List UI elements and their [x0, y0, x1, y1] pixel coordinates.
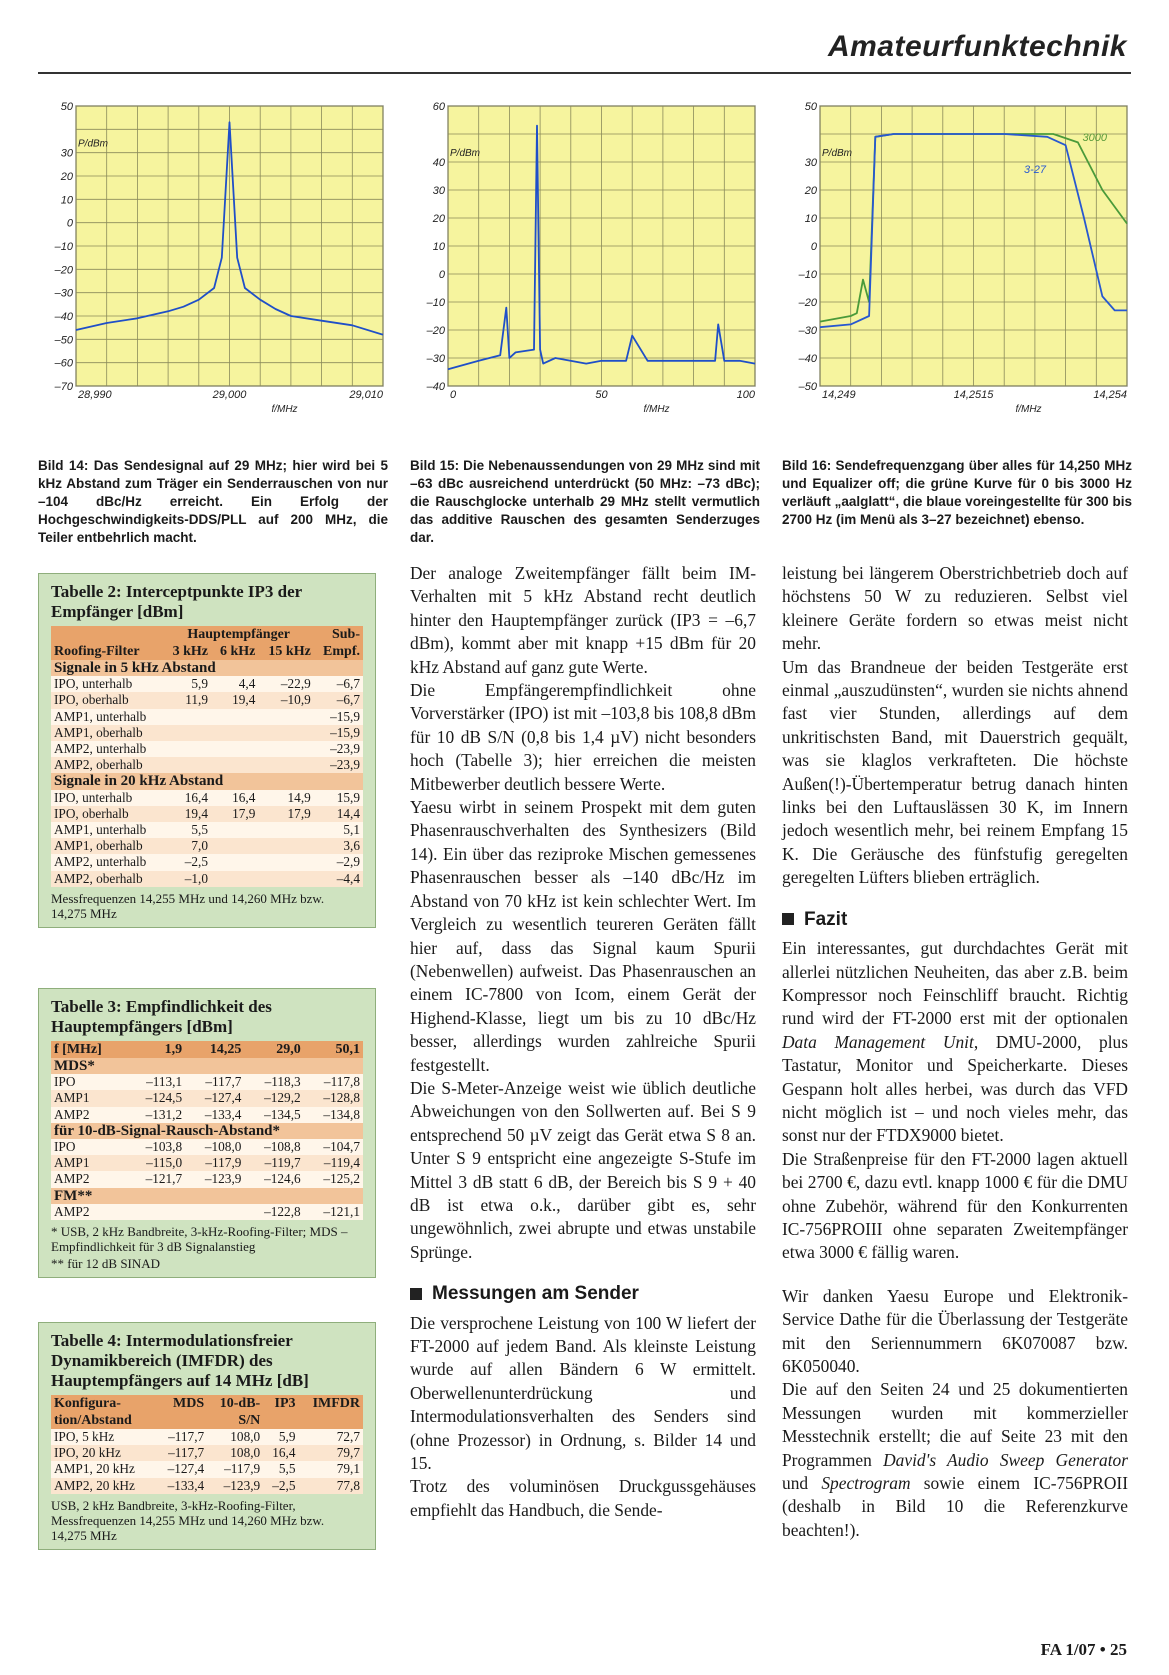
x-tick-label: 14,254 — [1093, 389, 1127, 401]
table-cell: 77,8 — [299, 1478, 363, 1494]
x-tick-label: 29,010 — [349, 389, 383, 401]
table-cell: –121,7 — [126, 1171, 185, 1187]
table-row — [51, 854, 363, 870]
table-row — [51, 1395, 363, 1412]
table-cell: –4,4 — [314, 871, 363, 887]
table-cell: –15,9 — [314, 725, 363, 741]
table-row — [51, 1090, 363, 1106]
table-row — [51, 660, 363, 676]
table-4 — [38, 1322, 376, 1550]
chart-bild-15-svg — [410, 100, 760, 430]
table-row — [51, 757, 363, 773]
chart-bild-16-svg — [782, 100, 1132, 430]
table-row — [51, 709, 363, 725]
y-tick-label: –70 — [54, 381, 73, 393]
table-cell: Signale in 5 kHz Abstand — [51, 660, 363, 676]
table-cell — [299, 1412, 363, 1429]
table-cell — [258, 871, 313, 887]
table-cell: Empf. — [314, 643, 363, 660]
table-cell: 5,9 — [164, 676, 211, 692]
table-cell: AMP1 — [51, 1155, 126, 1171]
table-cell: IP3 — [263, 1395, 298, 1412]
table-cell: –23,9 — [314, 757, 363, 773]
paragraph: Die S-Meter-Anzeige weist wie üblich deutliche Abweichungen von den Sollwerten auf. Bei S 9 entsprechend 50 µV zeigt das Gerät etwa S 8 an. Unter S 9 entspricht eine angezeigte S-Stufe im Mittel 3 dB statt 6 dB, der Bereich bis S 9 + 40 dB ist etwa o.k., darüber gibt es, sehr ungewöhnlich, zwei abrupte und etwas unstabile Sprünge. — [410, 1077, 756, 1262]
table-cell: 6 kHz — [211, 643, 258, 660]
caption-bild-15: Bild 15: Die Nebenaussendungen von 29 MHz sind mit –63 dBc ausreichend unterdrückt (50 MHz: –73 dBc); die Rauschglocke unterhalb 29 MHz stellt vermutlich das additive Rauschen des gesamten Senderzuges dar. — [410, 458, 760, 545]
table-cell: IPO, oberhalb — [51, 692, 164, 708]
paragraph: Um das Brandneue der beiden Testgeräte erst einmal „auszudünsten“, wurden sie nichts ahnend fast vier Stunden, allerdings auf dem unkritischsten Band, mit Dauerstrich gequält, was sie klaglos verkrafteten. Die höchste Außen(!)-Übertemperatur betrug danach hinten links bei den Luftauslässen 30 K, im Innern jedoch wesentlich mehr, bei reinem Empfang 15 K. Die Geräusche des fünfstufig geregelten geregelten Lüfters blieben erträglich. — [782, 656, 1128, 888]
table-cell: –133,4 — [156, 1478, 207, 1494]
table-cell: –128,8 — [304, 1090, 363, 1106]
y-tick-label: –20 — [54, 264, 73, 277]
table-cell: Signale in 20 kHz Abstand — [51, 773, 363, 789]
table-cell: 14,9 — [258, 790, 313, 806]
y-tick-label: –20 — [798, 297, 817, 309]
table-cell: –117,9 — [207, 1461, 263, 1477]
table-row — [51, 676, 363, 692]
table-cell: 5,1 — [314, 822, 363, 838]
x-tick-label: 29,000 — [212, 389, 247, 401]
x-axis-label: f/MHz — [1015, 404, 1042, 415]
table-cell: –108,8 — [244, 1139, 303, 1155]
y-tick-label: –60 — [54, 357, 73, 370]
paragraph: Der analoge Zweitempfänger fällt beim IM-Verhalten mit 5 kHz Abstand recht deutlich hinter den Hauptempfänger zurück (IP3 = –6,7 dBm), kommt aber mit knapp +15 dBm für 20 kHz Abstand auf ganz gute Werte. — [410, 563, 756, 677]
table-cell: 79,7 — [299, 1445, 363, 1461]
table-cell: 14,4 — [314, 806, 363, 822]
table-2-note: Messfrequenzen 14,255 MHz und 14,260 MHz bzw. 14,275 MHz — [51, 890, 325, 921]
table-row — [51, 822, 363, 838]
table-cell: 108,0 — [207, 1445, 263, 1461]
table-cell: f [MHz] — [51, 1041, 126, 1058]
table-cell — [185, 1204, 244, 1220]
y-tick-label: 30 — [432, 185, 445, 197]
table-row — [51, 1041, 363, 1058]
table-cell: AMP2, oberhalb — [51, 757, 164, 773]
table-cell — [258, 822, 313, 838]
table-row — [51, 626, 363, 643]
table-row — [51, 1412, 363, 1429]
table-3-note-1: * USB, 2 kHz Bandbreite, 3-kHz-Roofing-Filter; MDS – Empfindlichkeit für 3 dB Signalanstieg — [51, 1224, 348, 1255]
table-cell: –117,8 — [304, 1074, 363, 1090]
table-cell: AMP1, oberhalb — [51, 838, 164, 854]
table-cell: –121,1 — [304, 1204, 363, 1220]
y-tick-label: –40 — [798, 353, 817, 365]
table-cell: 19,4 — [164, 806, 211, 822]
table-cell: IPO — [51, 1139, 126, 1155]
table-cell: –122,8 — [244, 1204, 303, 1220]
y-tick-label: 40 — [432, 157, 445, 169]
table-row — [51, 1204, 363, 1220]
table-row — [51, 871, 363, 887]
table-cell: AMP2, unterhalb — [51, 741, 164, 757]
table-cell — [211, 709, 258, 725]
paragraph: Ein interessantes, gut durchdachtes Gerät mit allerlei nützlichen Neuheiten, das aber z.B. beim Kompressor noch Feinschliff braucht. Richtig rund wird der FT-2000 erst mit der optionalen Data Management Unit, DMU-2000, plus Tastatur, Monitor und Speicherkarte. Dieses Gespann holt alles herbei, was durch das VFD nicht möglich ist – und noch vieles mehr, das sonst nur der FTDX9000 bietet. — [782, 938, 1128, 1146]
table-cell: –103,8 — [126, 1139, 185, 1155]
table-cell: IMFDR — [299, 1395, 363, 1412]
body-column-3 — [782, 562, 1128, 1542]
table-cell: –127,4 — [185, 1090, 244, 1106]
table-2-title: Tabelle 2: Interceptpunkte IP3 der Empfänger [dBm] — [51, 582, 302, 621]
paragraph: Trotz des voluminösen Druckgussgehäuses empfiehlt das Handbuch, die Sende- — [410, 1476, 756, 1520]
table-cell: –124,5 — [126, 1090, 185, 1106]
table-cell — [258, 757, 313, 773]
table-cell: –134,8 — [304, 1107, 363, 1123]
table-cell: IPO, unterhalb — [51, 790, 164, 806]
table-row — [51, 1139, 363, 1155]
annotation-3-27: 3-27 — [1023, 164, 1047, 177]
table-cell: 3 kHz — [164, 643, 211, 660]
body-column-2 — [410, 562, 756, 1522]
table-cell: MDS* — [51, 1058, 363, 1074]
table-cell — [156, 1412, 207, 1429]
section-heading-messungen: Messungen am Sender — [410, 1282, 756, 1305]
x-tick-label: 14,2515 — [953, 389, 994, 401]
page-header-title: Amateurfunktechnik — [827, 30, 1127, 63]
table-cell: –118,3 — [244, 1074, 303, 1090]
table-row — [51, 1074, 363, 1090]
table-cell: –15,9 — [314, 709, 363, 725]
y-tick-label: –20 — [426, 325, 445, 337]
table-row — [51, 1155, 363, 1171]
table-cell: –117,7 — [185, 1074, 244, 1090]
table-cell: 108,0 — [207, 1429, 263, 1445]
table-cell: AMP1, oberhalb — [51, 725, 164, 741]
x-axis-label: f/MHz — [271, 404, 298, 415]
table-cell: 11,9 — [164, 692, 211, 708]
table-cell: 15,9 — [314, 790, 363, 806]
table-row — [51, 1461, 363, 1477]
paragraph: Die Straßenpreise für den FT-2000 lagen aktuell bei 2700 €, dazu evtl. knapp 1000 € für die DMU ohne Zubehör, während für den Konkurrenten IC-756PROIII ohne separaten Zweitempfänger etwa 3000 € fällig waren. — [782, 1148, 1128, 1263]
table-row — [51, 773, 363, 789]
table-cell: –119,7 — [244, 1155, 303, 1171]
x-tick-label: 50 — [595, 389, 608, 401]
table-cell: –125,2 — [304, 1171, 363, 1187]
y-tick-label: 10 — [432, 241, 445, 253]
table-cell: 29,0 — [244, 1041, 303, 1058]
y-tick-label: 0 — [810, 241, 817, 253]
table-cell: –123,9 — [185, 1171, 244, 1187]
paragraph: Yaesu wirbt in seinem Prospekt mit dem guten Phasenrauschverhalten des Synthesizers (Bild 14). Ein über das reziproke Mischen gemessenes Phasenrauschen besser als –140 dBc/Hz im Abstand von 70 kHz ist kein schlechter Wert. Im Vergleich zu wesentlich teureren Geräten fällt hier auf, dass das Signal kaum Spurii (Nebenwellen) aufweist. Das Phasenrauschen an einem IC-7800 von Icom, einem Gerät der Highend-Klasse, liegt um bis zu 10 dBc/Hz besser, allerdings wurden zahlreiche Spurii festgestellt. — [410, 797, 756, 1075]
table-cell: FM** — [51, 1188, 363, 1204]
table-row — [51, 692, 363, 708]
table-row — [51, 1107, 363, 1123]
chart-bild-15 — [410, 100, 760, 430]
x-tick-label: 28,990 — [78, 389, 112, 401]
table-cell: IPO, 20 kHz — [51, 1445, 156, 1461]
table-cell: –133,4 — [185, 1107, 244, 1123]
table-cell: 72,7 — [299, 1429, 363, 1445]
page-footer: FA 1/07 • 25 — [1040, 1640, 1127, 1659]
header-rule — [38, 72, 1131, 74]
y-tick-label: 10 — [60, 194, 73, 207]
table-cell: AMP1, 20 kHz — [51, 1461, 156, 1477]
y-tick-label: 50 — [804, 101, 817, 113]
table-cell: 5,5 — [164, 822, 211, 838]
y-tick-label: –40 — [54, 311, 73, 323]
table-cell: 16,4 — [263, 1445, 298, 1461]
table-cell: –108,0 — [185, 1139, 244, 1155]
y-tick-label: 30 — [60, 147, 73, 160]
table-cell: 15 kHz — [258, 643, 313, 660]
y-tick-label: 10 — [804, 213, 817, 225]
table-cell: AMP1, unterhalb — [51, 709, 164, 725]
table-cell: –113,1 — [126, 1074, 185, 1090]
table-cell: –119,4 — [304, 1155, 363, 1171]
table-cell — [164, 725, 211, 741]
table-cell: Konfigura- — [51, 1395, 156, 1412]
y-tick-label: 20 — [432, 213, 445, 225]
table-cell: –6,7 — [314, 676, 363, 692]
y-tick-label: 20 — [804, 185, 817, 197]
table-cell: 10-dB- — [207, 1395, 263, 1412]
table-cell: –23,9 — [314, 741, 363, 757]
table-cell: 17,9 — [211, 806, 258, 822]
table-cell: 7,0 — [164, 838, 211, 854]
table-row — [51, 1429, 363, 1445]
table-cell — [211, 741, 258, 757]
table-cell: 16,4 — [211, 790, 258, 806]
table-cell: AMP2 — [51, 1107, 126, 1123]
table-cell: 16,4 — [164, 790, 211, 806]
table-cell: Hauptempfänger — [164, 626, 314, 643]
table-cell: –104,7 — [304, 1139, 363, 1155]
table-cell: Roofing-Filter — [51, 643, 164, 660]
y-tick-label: –10 — [426, 297, 445, 309]
table-cell: 5,9 — [263, 1429, 298, 1445]
paragraph: leistung bei längerem Oberstrichbetrieb doch auf höchstens 50 W zu reduzieren. Selbst viel kleinere Geräte fordern so etwas meist nicht mehr. — [782, 563, 1128, 654]
y-axis-label: P/dBm — [450, 148, 481, 159]
table-cell: Sub- — [314, 626, 363, 643]
y-tick-label: 0 — [438, 269, 445, 281]
y-tick-label: –40 — [426, 381, 445, 393]
table-cell: 14,25 — [185, 1041, 244, 1058]
table-cell: –6,7 — [314, 692, 363, 708]
table-cell: –123,9 — [207, 1478, 263, 1494]
x-tick-label: 0 — [450, 389, 457, 401]
table-cell — [258, 741, 313, 757]
table-cell — [211, 838, 258, 854]
table-cell — [258, 709, 313, 725]
paragraph: Wir danken Yaesu Europe und Elektronik-Service Dathe für die Überlassung der Testgeräte mit den Seriennummern 6K070087 bzw. 6K050040. — [782, 1285, 1128, 1376]
table-row — [51, 1171, 363, 1187]
y-tick-label: 60 — [432, 101, 445, 113]
table-cell: –117,7 — [156, 1429, 207, 1445]
table-cell: 1,9 — [126, 1041, 185, 1058]
table-cell: –1,0 — [164, 871, 211, 887]
table-cell: 3,6 — [314, 838, 363, 854]
paragraph: Die Empfängerempfindlichkeit ohne Vorverstärker (IPO) ist mit –103,8 bis 108,8 dBm für 10 dB S/N (0,8 bis 1,4 µV) nicht besonders hoch (Tabelle 3); hier erreichen die meisten Mitbewerber deutlich bessere Werte. — [410, 680, 756, 794]
chart-bild-16 — [782, 100, 1132, 430]
y-tick-label: 0 — [66, 217, 73, 230]
table-cell: AMP1 — [51, 1090, 126, 1106]
caption-bild-16: Bild 16: Sendefrequenzgang über alles für 14,250 MHz und Equalizer off; die grüne Kurve für 0 bis 3000 Hz verläuft „aalglatt“, die blaue voreingestellte für 300 bis 2700 Hz (im Menü als 3–27 bezeichnet) ebenso. — [782, 458, 1132, 527]
y-tick-label: 50 — [60, 101, 73, 113]
table-cell — [164, 757, 211, 773]
table-cell — [211, 822, 258, 838]
table-3 — [38, 988, 376, 1278]
table-cell: –129,2 — [244, 1090, 303, 1106]
table-cell: –117,7 — [156, 1445, 207, 1461]
table-3-note-2: ** für 12 dB SINAD — [51, 1256, 161, 1272]
table-cell — [211, 725, 258, 741]
table-cell: AMP2 — [51, 1204, 126, 1220]
table-row — [51, 1445, 363, 1461]
table-cell: –124,6 — [244, 1171, 303, 1187]
table-cell: IPO, oberhalb — [51, 806, 164, 822]
table-cell — [164, 741, 211, 757]
chart-bild-14 — [38, 100, 388, 430]
table-cell: –2,9 — [314, 854, 363, 870]
y-tick-label: –30 — [798, 325, 817, 337]
table-cell: AMP1, unterhalb — [51, 822, 164, 838]
table-cell: 17,9 — [258, 806, 313, 822]
table-cell — [258, 854, 313, 870]
table-4-title: Tabelle 4: Intermodulationsfreier Dynamikbereich (IMFDR) des Hauptempfängers auf 14 MHz [dB] — [51, 1331, 309, 1390]
y-axis-label: P/dBm — [78, 138, 109, 150]
section-heading-fazit: Fazit — [782, 908, 1128, 931]
table-row — [51, 790, 363, 806]
table-cell: –127,4 — [156, 1461, 207, 1477]
table-cell: –117,9 — [185, 1155, 244, 1171]
table-row — [51, 741, 363, 757]
y-tick-label: –10 — [798, 269, 817, 281]
table-cell: AMP2, oberhalb — [51, 871, 164, 887]
table-4-note: USB, 2 kHz Bandbreite, 3-kHz-Roofing-Filter, Messfrequenzen 14,255 MHz und 14,260 MHz bzw. 14,275 MHz — [51, 1497, 325, 1543]
table-cell: AMP2 — [51, 1171, 126, 1187]
table-3-title: Tabelle 3: Empfindlichkeit des Hauptempfängers [dBm] — [51, 997, 272, 1036]
table-cell: MDS — [156, 1395, 207, 1412]
table-cell: 79,1 — [299, 1461, 363, 1477]
table-cell: AMP2, 20 kHz — [51, 1478, 156, 1494]
table-cell: 19,4 — [211, 692, 258, 708]
table-cell: –115,0 — [126, 1155, 185, 1171]
caption-bild-14: Bild 14: Das Sendesignal auf 29 MHz; hier wird bei 5 kHz Abstand zum Träger ein Senderrauschen von nur –104 dBc/Hz erreicht. Ein Erfolg der Hochgeschwindigkeits-DDS/PLL auf 200 MHz, die Teiler entbehrlich macht. — [38, 458, 388, 545]
table-cell: –131,2 — [126, 1107, 185, 1123]
table-cell: IPO — [51, 1074, 126, 1090]
table-cell — [263, 1412, 298, 1429]
table-cell: IPO, 5 kHz — [51, 1429, 156, 1445]
y-axis-label: P/dBm — [822, 148, 853, 159]
table-row — [51, 1058, 363, 1074]
paragraph: Die versprochene Leistung von 100 W liefert der FT-2000 auf jedem Band. Als kleinste Leistung wurde auf allen Bändern 6 W ermittelt. Oberwellenunterdrückung und Intermodulationsverhalten des Senders sind (ohne Prozessor) in Ordnung, s. Bilder 14 und 15. — [410, 1312, 756, 1474]
x-axis-label: f/MHz — [643, 404, 670, 415]
table-cell: IPO, unterhalb — [51, 676, 164, 692]
y-tick-label: –30 — [54, 287, 73, 300]
table-cell: 5,5 — [263, 1461, 298, 1477]
chart-bild-14-svg — [38, 100, 388, 430]
table-cell: 50,1 — [304, 1041, 363, 1058]
table-cell — [126, 1204, 185, 1220]
table-row — [51, 838, 363, 854]
y-tick-label: 30 — [804, 157, 817, 169]
table-row — [51, 1478, 363, 1494]
table-row — [51, 1123, 363, 1139]
table-cell: AMP2, unterhalb — [51, 854, 164, 870]
table-cell — [164, 709, 211, 725]
table-cell: –2,5 — [164, 854, 211, 870]
paragraph: Die auf den Seiten 24 und 25 dokumentierten Messungen wurden mit kommerzieller Messtechnik erstellt; die auf Seite 23 mit den Programmen David's Audio Sweep Generator und Spectrogram sowie einem IC-756PROII (deshalb in Bild 10 die Referenzkurve beachten!). — [782, 1379, 1128, 1540]
table-2 — [38, 573, 376, 928]
table-cell — [211, 871, 258, 887]
table-cell: –22,9 — [258, 676, 313, 692]
table-cell — [211, 757, 258, 773]
table-cell: –134,5 — [244, 1107, 303, 1123]
table-cell: –2,5 — [263, 1478, 298, 1494]
y-tick-label: –30 — [426, 353, 445, 365]
table-cell — [211, 854, 258, 870]
x-tick-label: 100 — [736, 389, 755, 401]
table-cell: für 10-dB-Signal-Rausch-Abstand* — [51, 1123, 363, 1139]
y-tick-label: 20 — [60, 171, 73, 183]
table-cell: –10,9 — [258, 692, 313, 708]
table-row — [51, 1188, 363, 1204]
table-cell — [51, 626, 164, 643]
y-tick-label: –50 — [54, 334, 73, 347]
y-tick-label: –50 — [798, 381, 817, 393]
y-tick-label: –10 — [54, 241, 73, 253]
table-cell: S/N — [207, 1412, 263, 1429]
table-row — [51, 806, 363, 822]
table-cell: 4,4 — [211, 676, 258, 692]
table-cell — [258, 838, 313, 854]
table-cell — [258, 725, 313, 741]
table-cell: tion/Abstand — [51, 1412, 156, 1429]
table-row — [51, 643, 363, 660]
x-tick-label: 14,249 — [822, 389, 856, 401]
table-row — [51, 725, 363, 741]
annotation-3000: 3000 — [1082, 131, 1107, 144]
